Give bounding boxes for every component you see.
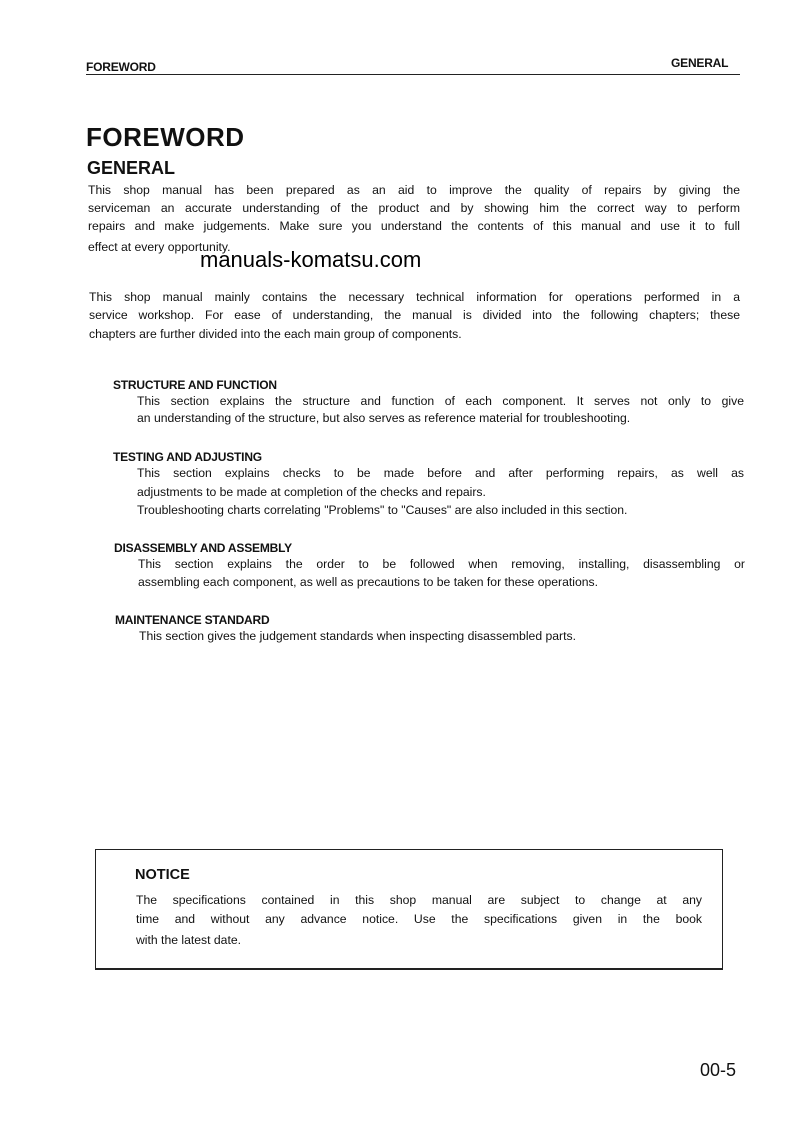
intro-line: serviceman an accurate understanding of the product and by showing him the correct way to perform [88, 201, 740, 215]
page-subtitle: GENERAL [87, 158, 176, 178]
section-line: This section explains the order to be followed when removing, installing, disassembling or [138, 557, 745, 571]
intro-line: This shop manual has been prepared as an aid to improve the quality of repairs by giving the [88, 183, 740, 197]
page-number: 00-5 [700, 1060, 737, 1080]
page-title: FOREWORD [86, 122, 245, 152]
section-line: This section gives the judgement standards when inspecting disassembled parts. [139, 629, 576, 643]
notice-title: NOTICE [135, 867, 190, 883]
header-section-right: GENERAL [671, 56, 729, 70]
notice-line: time and without any advance notice. Use the specifications given in the book [136, 912, 702, 926]
section-line: an understanding of the structure, but also serves as reference material for troubleshooting. [137, 411, 631, 425]
watermark: manuals-komatsu.com [200, 247, 422, 272]
section-line: assembling each component, as well as precautions to be taken for these operations. [138, 575, 599, 589]
notice-line: The specifications contained in this shop manual are subject to change at any [136, 893, 702, 907]
contents-line: chapters are further divided into the each main group of components. [89, 327, 462, 341]
header-section-left: FOREWORD [86, 60, 156, 74]
section-line: adjustments to be made at completion of the checks and repairs. [137, 485, 486, 499]
section-line: This section explains checks to be made before and after performing repairs, as well as [137, 466, 744, 480]
intro-line: repairs and make judgements. Make sure you understand the contents of this manual and use it to full [88, 219, 740, 233]
section-heading-maintenance: MAINTENANCE STANDARD [115, 613, 270, 627]
header-divider [86, 74, 740, 75]
section-heading-disassembly: DISASSEMBLY AND ASSEMBLY [114, 541, 292, 555]
section-line: This section explains the structure and function of each component. It serves not only to give [137, 394, 744, 408]
section-heading-structure: STRUCTURE AND FUNCTION [113, 378, 277, 392]
section-heading-testing: TESTING AND ADJUSTING [113, 450, 262, 464]
intro-line: effect at every opportunity. [88, 240, 231, 254]
contents-line: This shop manual mainly contains the necessary technical information for operations performed in a [89, 290, 740, 304]
notice-line: with the latest date. [136, 933, 242, 947]
contents-line: service workshop. For ease of understanding, the manual is divided into the following chapters; these [89, 308, 740, 322]
section-line: Troubleshooting charts correlating "Problems" to "Causes" are also included in this section. [137, 503, 628, 517]
